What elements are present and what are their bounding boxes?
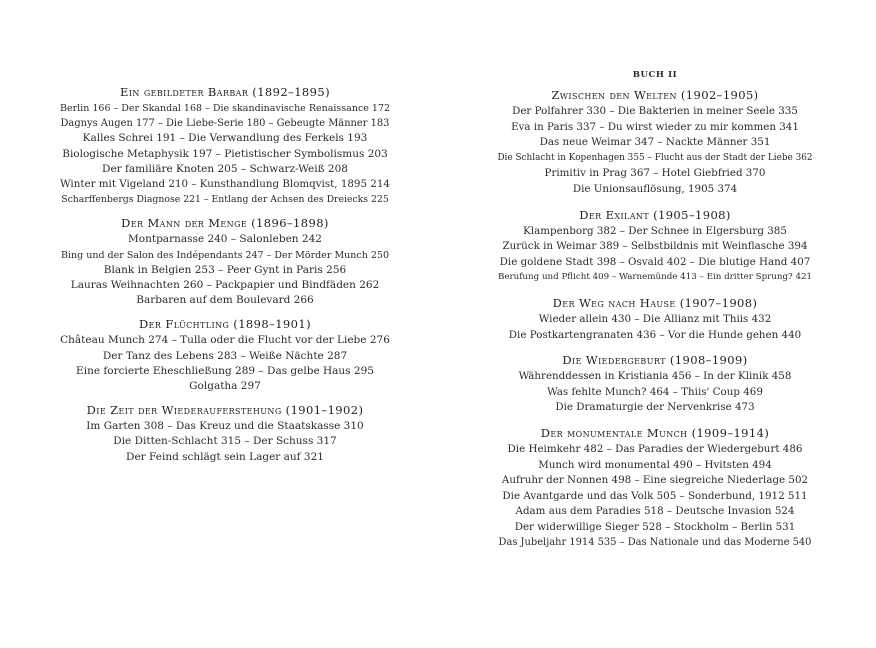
section-title: Der Weg nach Hause (1907–1908) [552,295,758,310]
toc-entry: Die Schlacht in Kopenhagen 355 – Flucht aus der Stadt der Liebe 362 [497,152,813,163]
toc-entry: Die Unionsauflösung, 1905 374 [572,182,738,195]
toc-entry: Die Ditten-Schlacht 315 – Der Schuss 317 [113,435,337,448]
toc-entry: Der widerwillige Sieger 528 – Stockholm – Berlin 531 [514,520,796,533]
toc-section [60,402,390,465]
section-title: Die Zeit der Wiederauferstehung (1901–1902) [86,403,364,418]
toc-entry: Die Dramaturgie der Nervenkrise 473 [555,401,755,414]
book-label: BUCH II [632,70,678,80]
toc-entry: Adam aus dem Paradies 518 – Deutsche Invasion 524 [515,505,795,518]
toc-entry: Lauras Weihnachten 260 – Packpapier und Bindfäden 262 [70,279,380,292]
toc-entry: Berufung und Pflicht 409 – Warnemünde 413 – Ein dritter Sprung? 421 [497,272,813,283]
toc-section [496,424,814,551]
toc-entry: Zurück in Weimar 389 – Selbstbildnis mit Weinflasche 394 [502,240,808,253]
toc-entry: Eva in Paris 337 – Du wirst wieder zu mir kommen 341 [511,120,799,133]
toc-section [496,206,814,286]
toc-entry: Wieder allein 430 – Die Allianz mit Thiis 432 [538,312,772,325]
toc-entry: Im Garten 308 – Das Kreuz und die Staatskasse 310 [86,420,364,433]
section-title: Ein gebildeter Barbar (1892–1895) [120,85,330,99]
toc-entry: Die Heimkehr 482 – Das Paradies der Wiedergeburt 486 [507,442,803,455]
toc-entry: Die Avantgarde und das Volk 505 – Sonderbund, 1912 511 [502,489,808,502]
toc-entry: Biologische Metaphysik 197 – Pietistischer Symbolismus 203 [62,147,388,160]
right-page-contents [496,68,814,559]
toc-entry: Winter mit Vigeland 210 – Kunsthandlung Blomqvist, 1895 214 [60,178,390,191]
toc-entry: Die goldene Stadt 398 – Osvald 402 – Die blutige Hand 407 [499,255,811,268]
toc-entry: Primitiv in Prag 367 – Hotel Giebfried 370 [544,167,766,180]
toc-entry: Bing und der Salon des Indépendants 247 – Der Mörder Munch 250 [60,249,389,261]
toc-entry: Eine forcierte Eheschließung 289 – Das gelbe Haus 295 [76,364,374,377]
toc-entry: Blank in Belgien 253 – Peer Gynt in Paris 256 [103,263,347,276]
toc-entry: Château Munch 274 – Tulla oder die Flucht vor der Liebe 276 [60,334,390,347]
toc-entry: Scharffenbergs Diagnose 221 – Entlang der Achsen des Dreiecks 225 [61,194,389,206]
toc-entry: Der Feind schlägt sein Lager auf 321 [126,450,324,463]
toc-entry: Kalles Schrei 191 – Die Verwandlung des Ferkels 193 [82,132,368,145]
toc-section [60,84,390,207]
toc-entry: Dagnys Augen 177 – Die Liebe-Serie 180 – Gebeugte Männer 183 [60,118,390,130]
toc-section [496,294,814,343]
toc-entry: Barbaren auf dem Boulevard 266 [136,294,314,307]
toc-section [496,86,814,198]
section-title: Die Wiedergeburt (1908–1909) [562,353,748,368]
left-page-contents [60,84,390,473]
toc-entry: Die Postkartengranaten 436 – Vor die Hunde gehen 440 [508,328,802,341]
toc-section [60,316,390,394]
toc-entry: Aufruhr der Nonnen 498 – Eine siegreiche Niederlage 502 [501,474,809,487]
section-title: Der Flüchtling (1898–1901) [139,317,311,332]
toc-entry: Was fehlte Munch? 464 – Thiis' Coup 469 [547,385,763,398]
toc-section [60,215,390,308]
section-title: Der monumentale Munch (1909–1914) [540,425,770,440]
toc-entry: Golgatha 297 [189,380,261,393]
section-title: Zwischen den Welten (1902–1905) [551,88,759,102]
section-title: Der Mann der Menge (1896–1898) [121,216,329,231]
toc-entry: Der Tanz des Lebens 283 – Weiße Nächte 287 [102,349,348,362]
toc-entry: Der Polfahrer 330 – Die Bakterien in meiner Seele 335 [512,105,798,117]
toc-section [496,351,814,416]
toc-entry: Munch wird monumental 490 – Hvitsten 494 [538,458,772,471]
toc-entry: Das Jubeljahr 1914 535 – Das Nationale und das Moderne 540 [498,537,812,549]
toc-entry: Berlin 166 – Der Skandal 168 – Die skandinavische Renaissance 172 [60,103,391,114]
toc-entry: Der familiäre Knoten 205 – Schwarz-Weiß 208 [102,162,348,175]
toc-entry: Währenddessen in Kristiania 456 – In der Klinik 458 [518,370,792,383]
toc-entry: Das neue Weimar 347 – Nackte Männer 351 [539,136,771,149]
toc-entry: Montparnasse 240 – Salonleben 242 [128,233,322,246]
toc-entry: Klampenborg 382 – Der Schnee in Elgersburg 385 [523,224,787,237]
section-title: Der Exilant (1905–1908) [579,207,731,222]
